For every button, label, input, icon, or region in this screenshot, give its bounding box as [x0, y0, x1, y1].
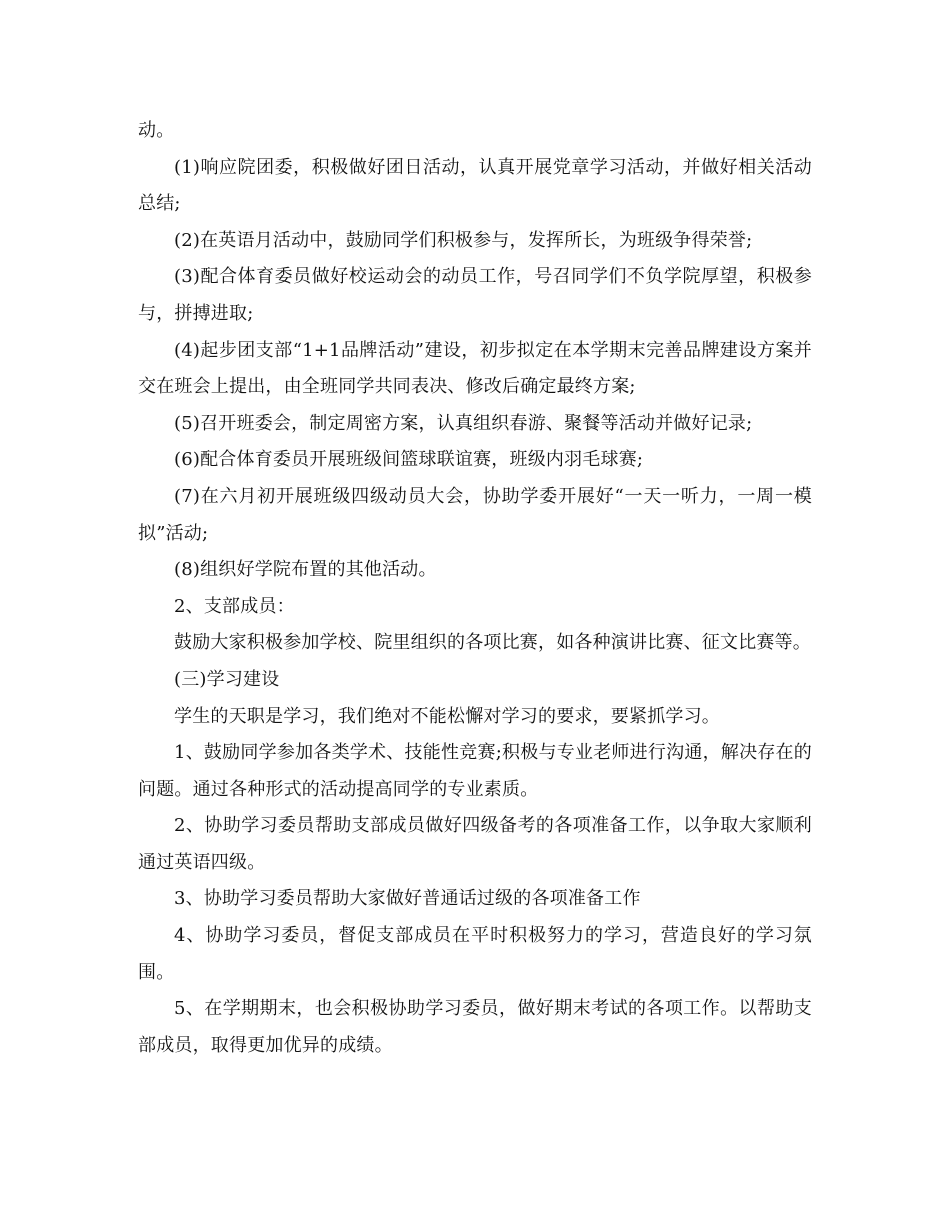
paragraph-4: (4)起步团支部“1+1品牌活动”建设，初步拟定在本学期末完善品牌建设方案并交在班会上提出，由全班同学共同表决、修改后确定最终方案;	[138, 339, 812, 398]
paragraph-15: 3、协助学习委员帮助大家做好普通话过级的各项准备工作	[174, 888, 641, 910]
document-body	[138, 113, 812, 1064]
paragraph-8: (8)组织好学院布置的其他活动。	[174, 559, 437, 581]
paragraph-1: (1)响应院团委，积极做好团日活动，认真开展党章学习活动，并做好相关活动总结;	[138, 156, 812, 215]
paragraph-0: 动。	[138, 120, 175, 141]
paragraph-10: 鼓励大家积极参加学校、院里组织的各项比赛，如各种演讲比赛、征文比赛等。	[174, 632, 811, 654]
paragraph-2: (2)在英语月活动中，鼓励同学们积极参与，发挥所长，为班级争得荣誉;	[174, 229, 753, 251]
section-heading-branch-members: 2、支部成员：	[174, 595, 295, 617]
section-heading-study: (三)学习建设	[174, 668, 280, 690]
paragraph-7: (7)在六月初开展班级四级动员大会，协助学委开展好“一天一听力，一周一模拟”活动;	[138, 485, 812, 544]
paragraph-6: (6)配合体育委员开展班级间篮球联谊赛，班级内羽毛球赛;	[174, 449, 644, 471]
paragraph-16: 4、协助学习委员，督促支部成员在平时积极努力的学习，营造良好的学习氛围。	[138, 925, 812, 983]
paragraph-13: 1、鼓励同学参加各类学术、技能性竞赛;积极与专业老师进行沟通，解决存在的问题。通过各种形式的活动提高同学的专业素质。	[138, 742, 812, 800]
paragraph-17: 5、在学期期末，也会积极协助学习委员，做好期末考试的各项工作。以帮助支部成员，取得更加优异的成绩。	[138, 998, 812, 1056]
paragraph-5: (5)召开班委会，制定周密方案，认真组织春游、聚餐等活动并做好记录;	[174, 412, 753, 434]
paragraph-3: (3)配合体育委员做好校运动会的动员工作，号召同学们不负学院厚望，积极参与，拼搏进取;	[138, 266, 812, 324]
paragraph-12: 学生的天职是学习，我们绝对不能松懈对学习的要求，要紧抓学习。	[174, 705, 720, 727]
paragraph-14: 2、协助学习委员帮助支部成员做好四级备考的各项准备工作，以争取大家顺利通过英语四级。	[138, 815, 812, 873]
